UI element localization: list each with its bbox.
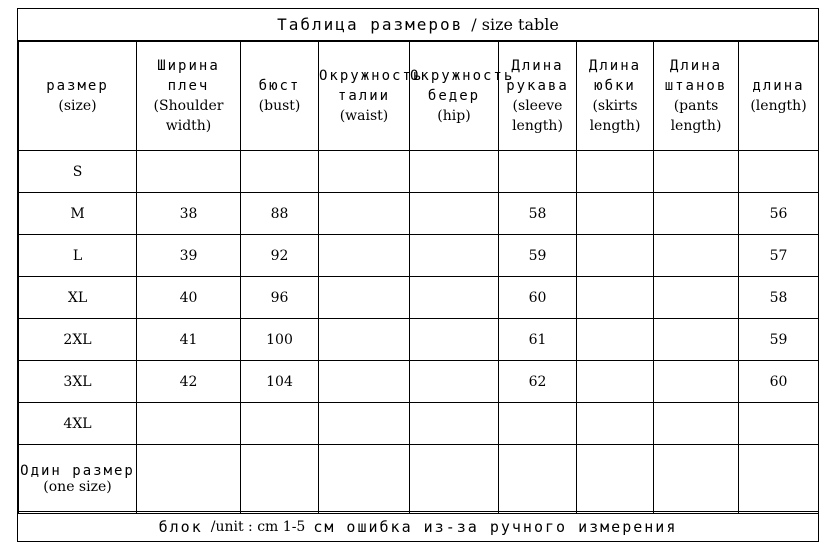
column-header-ru: длина xyxy=(752,78,805,94)
column-header-ru: Ширина плеч xyxy=(157,58,220,94)
column-header-ru: бюст xyxy=(258,78,301,94)
table-cell: 88 xyxy=(241,193,319,235)
table-cell: 57 xyxy=(739,235,819,277)
title-en: / size table xyxy=(471,15,559,34)
table-cell: 59 xyxy=(739,319,819,361)
size-cell: L xyxy=(19,235,137,277)
table-cell xyxy=(654,319,739,361)
column-header xyxy=(654,42,739,151)
table-cell xyxy=(654,151,739,193)
column-header xyxy=(739,42,819,151)
table-footer xyxy=(18,511,818,541)
column-header-en: (hip) xyxy=(437,108,471,124)
table-row xyxy=(19,235,819,277)
column-header-en: (sleeve length) xyxy=(512,98,563,134)
footer-ru-before: блок xyxy=(158,517,203,536)
table-cell xyxy=(577,193,654,235)
table-cell xyxy=(577,319,654,361)
table-title xyxy=(18,9,818,41)
footer-ru-after: см ошибка из-за ручного измерения xyxy=(313,517,678,536)
table-cell xyxy=(410,445,499,514)
column-header xyxy=(137,42,241,151)
table-cell xyxy=(739,445,819,514)
table-cell xyxy=(319,319,410,361)
table-cell: 96 xyxy=(241,277,319,319)
size-cell: 4XL xyxy=(19,403,137,445)
table-cell xyxy=(319,151,410,193)
table-row xyxy=(19,361,819,403)
column-header-ru: Окружность бедер xyxy=(410,68,515,104)
title-ru: Таблица размеров xyxy=(277,15,464,34)
column-header xyxy=(319,42,424,151)
column-header-ru: размер xyxy=(46,78,109,94)
column-header xyxy=(410,42,515,151)
table-cell xyxy=(577,277,654,319)
table-cell xyxy=(577,151,654,193)
size-table-frame xyxy=(17,8,819,542)
table-cell xyxy=(739,151,819,193)
column-header-en: (pants length) xyxy=(670,98,722,134)
size-cell-one-size xyxy=(19,445,137,514)
table-cell xyxy=(241,403,319,445)
table-cell xyxy=(137,403,241,445)
table-cell: 60 xyxy=(499,277,577,319)
table-row xyxy=(19,151,819,193)
table-cell xyxy=(241,151,319,193)
table-cell xyxy=(654,193,739,235)
table-cell xyxy=(410,361,499,403)
column-header-en: (skirts length) xyxy=(589,98,641,134)
column-header-en: (bust) xyxy=(258,98,301,114)
table-cell: 62 xyxy=(499,361,577,403)
column-header-ru: Длина штанов xyxy=(664,58,728,94)
table-row xyxy=(19,319,819,361)
table-cell: 41 xyxy=(137,319,241,361)
size-cell: 3XL xyxy=(19,361,137,403)
table-cell: 92 xyxy=(241,235,319,277)
column-header-ru: Длина рукава xyxy=(506,58,569,94)
table-cell xyxy=(577,361,654,403)
table-cell xyxy=(739,403,819,445)
table-cell xyxy=(137,151,241,193)
table-cell xyxy=(410,193,499,235)
table-row xyxy=(19,277,819,319)
one-size-ru: Один размер xyxy=(20,463,135,479)
size-table xyxy=(18,41,819,514)
table-cell xyxy=(319,235,410,277)
table-cell xyxy=(577,235,654,277)
table-cell: 61 xyxy=(499,319,577,361)
table-cell xyxy=(410,319,499,361)
table-cell xyxy=(319,445,410,514)
table-cell xyxy=(319,403,410,445)
table-cell xyxy=(319,277,410,319)
column-header-ru: Длина юбки xyxy=(588,58,642,94)
table-cell xyxy=(499,445,577,514)
table-cell xyxy=(577,445,654,514)
table-cell xyxy=(319,361,410,403)
table-row xyxy=(19,193,819,235)
table-cell: 39 xyxy=(137,235,241,277)
table-cell: 59 xyxy=(499,235,577,277)
size-cell: M xyxy=(19,193,137,235)
table-cell xyxy=(241,445,319,514)
size-cell: 2XL xyxy=(19,319,137,361)
column-header-ru: Окружность талии xyxy=(319,68,424,104)
column-header-en: (size) xyxy=(58,98,97,114)
table-cell: 56 xyxy=(739,193,819,235)
table-cell xyxy=(499,403,577,445)
column-header-en: (waist) xyxy=(339,108,389,124)
table-cell: 60 xyxy=(739,361,819,403)
table-cell xyxy=(654,361,739,403)
table-cell xyxy=(410,403,499,445)
table-cell xyxy=(499,151,577,193)
table-cell xyxy=(410,235,499,277)
table-cell: 58 xyxy=(499,193,577,235)
table-cell xyxy=(654,235,739,277)
table-cell xyxy=(654,445,739,514)
table-cell: 40 xyxy=(137,277,241,319)
table-cell: 58 xyxy=(739,277,819,319)
table-cell: 100 xyxy=(241,319,319,361)
column-header xyxy=(241,42,319,151)
size-cell: S xyxy=(19,151,137,193)
table-cell xyxy=(654,403,739,445)
table-cell: 42 xyxy=(137,361,241,403)
table-row xyxy=(19,403,819,445)
table-cell xyxy=(137,445,241,514)
column-header xyxy=(577,42,654,151)
column-header xyxy=(499,42,577,151)
one-size-en: (one size) xyxy=(43,479,112,495)
size-cell: XL xyxy=(19,277,137,319)
table-cell: 38 xyxy=(137,193,241,235)
column-header-en: (Shoulder width) xyxy=(153,98,224,134)
table-cell xyxy=(410,277,499,319)
table-cell xyxy=(410,151,499,193)
table-cell xyxy=(654,277,739,319)
table-cell: 104 xyxy=(241,361,319,403)
footer-en: /unit : cm 1-5 xyxy=(210,518,306,535)
table-cell xyxy=(577,403,654,445)
table-cell xyxy=(319,193,410,235)
table-row-one-size xyxy=(19,445,819,514)
header-row xyxy=(19,42,819,151)
column-header xyxy=(19,42,137,151)
column-header-en: (length) xyxy=(750,98,807,114)
